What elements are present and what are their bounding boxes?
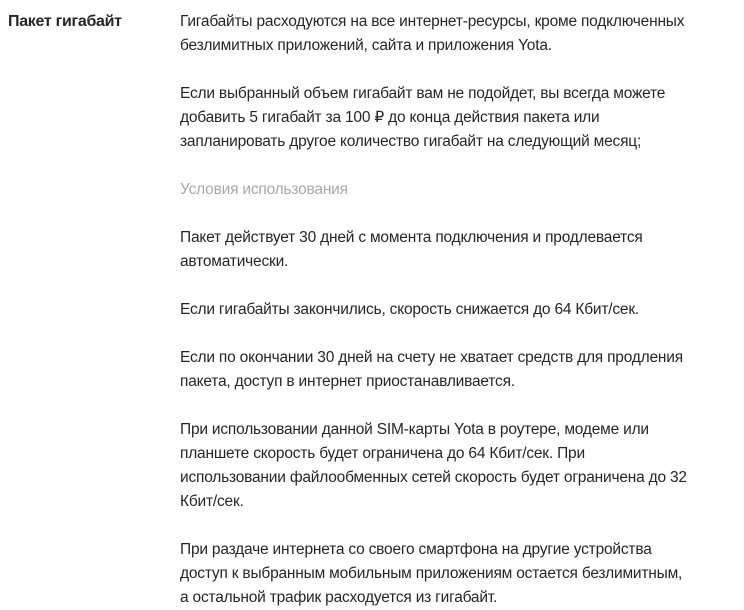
subheading-usage-terms: Условия использования xyxy=(180,181,348,198)
section-label-column xyxy=(8,10,180,34)
section-content-column xyxy=(180,10,688,610)
paragraph-add-gigabytes: Если выбранный объем гигабайт вам не подойдет, вы всегда можете добавить 5 гигабайт за 100 ₽ до конца действия пакета или запланировать другое количество гигабайт на следующий месяц; xyxy=(180,85,666,150)
paragraph-sim-in-router: При использовании данной SIM-карты Yota в роутере, модеме или планшете скорость будет ограничена до 64 Кбит/сек. При использовании файлообменных сетей скорость будет ограничена до 32 Кбит/сек. xyxy=(180,421,687,510)
section-heading: Пакет гигабайт xyxy=(8,13,122,30)
paragraph-tethering: При раздаче интернета со своего смартфона на другие устройства доступ к выбранным мобильным приложениям остается безлимитным, а остальной трафик расходуется из гигабайт. xyxy=(180,541,683,606)
paragraph-insufficient-funds: Если по окончании 30 дней на счету не хватает средств для продления пакета, доступ в интернет приостанавливается. xyxy=(180,349,683,390)
paragraph-gigabytes-usage: Гигабайты расходуются на все интернет-ресурсы, кроме подключенных безлимитных приложений, сайта и приложения Yota. xyxy=(180,13,685,54)
paragraph-speed-reduction: Если гигабайты закончились, скорость снижается до 64 Кбит/сек. xyxy=(180,301,640,318)
paragraph-package-duration: Пакет действует 30 дней с момента подключения и продлевается автоматически. xyxy=(180,229,643,270)
